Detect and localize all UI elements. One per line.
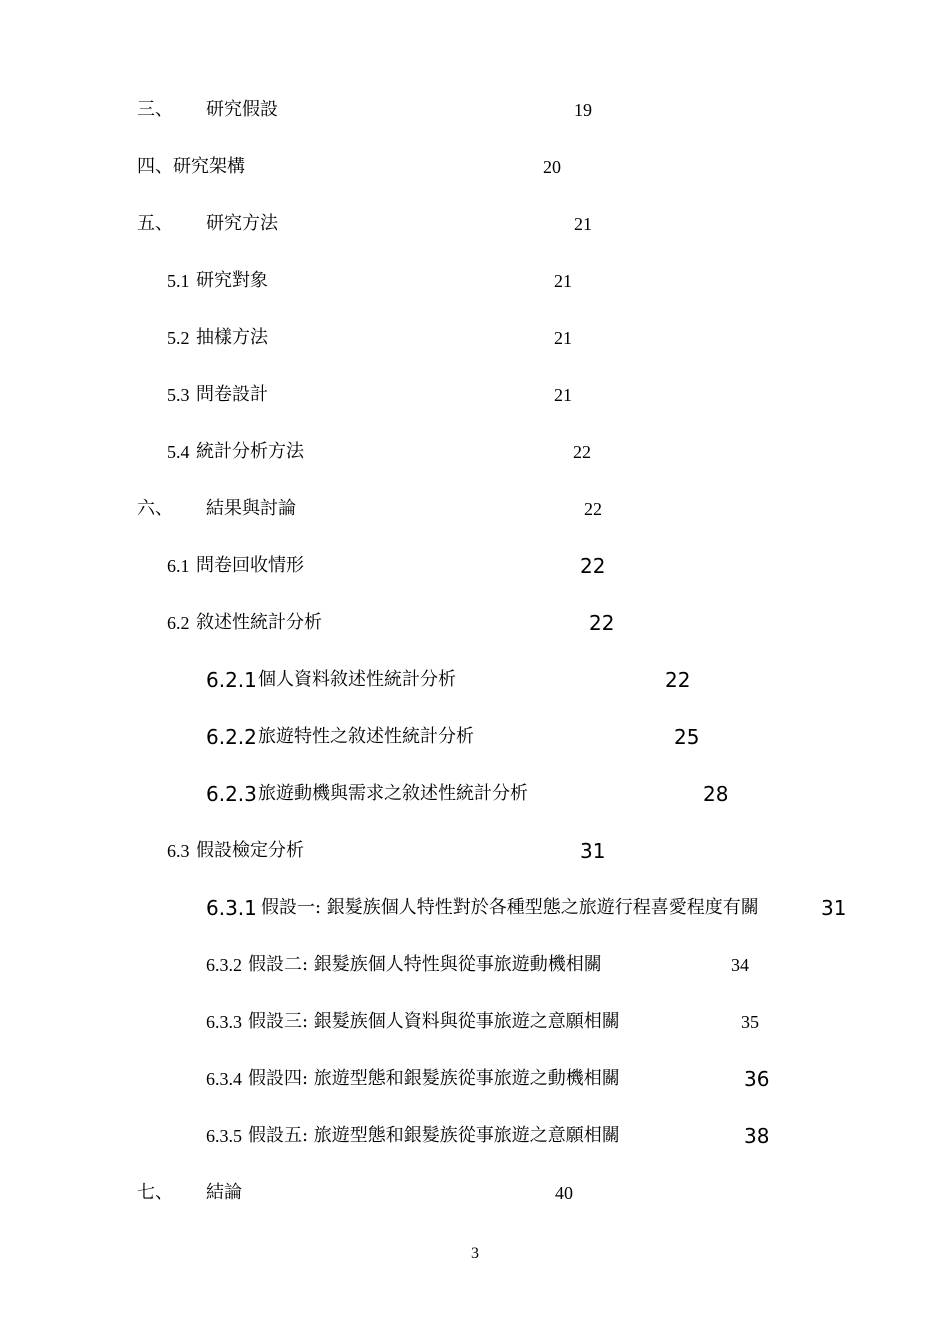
toc-page: 20 <box>543 157 561 177</box>
toc-entry <box>0 266 950 296</box>
toc-page: 22 <box>665 668 691 692</box>
toc-page: 31 <box>821 896 847 920</box>
toc-number: 5.2 <box>167 328 190 348</box>
toc-title: 個人資料敘述性統計分析 <box>258 669 456 690</box>
toc-page: 21 <box>574 214 592 234</box>
toc-entry <box>0 437 950 467</box>
toc-number: 6.2.2 <box>206 725 257 749</box>
toc-entry <box>0 1064 950 1094</box>
toc-page: 21 <box>554 328 572 348</box>
toc-page: 22 <box>589 611 615 635</box>
toc-number: 6.3 <box>167 841 190 861</box>
toc-title: 四、研究架構 <box>137 156 245 177</box>
toc-entry <box>0 323 950 353</box>
toc-number: 6.1 <box>167 556 190 576</box>
toc-title: 假設一: 銀髮族個人特性對於各種型態之旅遊行程喜愛程度有關 <box>261 897 759 918</box>
toc-entry <box>0 95 950 125</box>
toc-number: 6.2.3 <box>206 782 257 806</box>
toc-page: 36 <box>744 1067 770 1091</box>
toc-title: 假設四: 旅遊型態和銀髮族從事旅遊之動機相關 <box>248 1068 620 1089</box>
toc-page: 31 <box>580 839 606 863</box>
toc-title: 抽樣方法 <box>196 327 268 348</box>
toc-number: 五、 <box>137 213 173 234</box>
toc-title: 假設檢定分析 <box>196 840 304 861</box>
toc-page: 19 <box>574 100 592 120</box>
toc-number: 6.3.2 <box>206 955 242 975</box>
toc-number: 6.2 <box>167 613 190 633</box>
toc-number: 6.3.1 <box>206 896 257 920</box>
toc-number: 6.3.5 <box>206 1126 242 1146</box>
toc-entry <box>0 950 950 980</box>
toc-page: 28 <box>703 782 729 806</box>
toc-page: 35 <box>741 1012 759 1032</box>
toc-entry <box>0 152 950 182</box>
toc-title: 假設三: 銀髮族個人資料與從事旅遊之意願相關 <box>248 1011 620 1032</box>
toc-page: 22 <box>573 442 591 462</box>
page-number: 3 <box>471 1245 479 1262</box>
toc-title: 結論 <box>206 1182 242 1203</box>
toc-title: 旅遊動機與需求之敘述性統計分析 <box>258 783 528 804</box>
toc-entry <box>0 893 950 923</box>
toc-entry <box>0 494 950 524</box>
toc-page: 38 <box>744 1124 770 1148</box>
toc-title: 結果與討論 <box>206 498 296 519</box>
toc-number: 6.2.1 <box>206 668 257 692</box>
toc-title: 研究假設 <box>206 99 278 120</box>
toc-page: 21 <box>554 385 572 405</box>
toc-number: 5.4 <box>167 442 190 462</box>
toc-title: 問卷回收情形 <box>196 555 304 576</box>
toc-page: 22 <box>580 554 606 578</box>
toc-number: 5.3 <box>167 385 190 405</box>
toc-entry <box>0 551 950 581</box>
toc-entry <box>0 608 950 638</box>
toc-page: 40 <box>555 1183 573 1203</box>
toc-entry <box>0 1007 950 1037</box>
toc-number: 5.1 <box>167 271 190 291</box>
toc-title: 問卷設計 <box>196 384 268 405</box>
toc-entry <box>0 209 950 239</box>
toc-number: 七、 <box>137 1182 173 1203</box>
toc-title: 假設二: 銀髮族個人特性與從事旅遊動機相關 <box>248 954 602 975</box>
toc-title: 敘述性統計分析 <box>196 612 322 633</box>
toc-number: 六、 <box>137 498 173 519</box>
toc-title: 研究對象 <box>196 270 268 291</box>
toc-page: 21 <box>554 271 572 291</box>
toc-page: 22 <box>584 499 602 519</box>
toc-title: 旅遊特性之敘述性統計分析 <box>258 726 474 747</box>
toc-entry <box>0 1178 950 1208</box>
toc-number: 三、 <box>137 99 173 120</box>
toc-entry <box>0 665 950 695</box>
toc-page: 34 <box>731 955 749 975</box>
toc-title: 研究方法 <box>206 213 278 234</box>
toc-entry <box>0 779 950 809</box>
toc-number: 6.3.3 <box>206 1012 242 1032</box>
toc-page: 25 <box>674 725 700 749</box>
toc-title: 假設五: 旅遊型態和銀髮族從事旅遊之意願相關 <box>248 1125 620 1146</box>
toc-entry <box>0 836 950 866</box>
toc-entry <box>0 1121 950 1151</box>
toc-title: 統計分析方法 <box>196 441 304 462</box>
toc-entry <box>0 722 950 752</box>
toc-number: 6.3.4 <box>206 1069 242 1089</box>
toc-entry <box>0 380 950 410</box>
